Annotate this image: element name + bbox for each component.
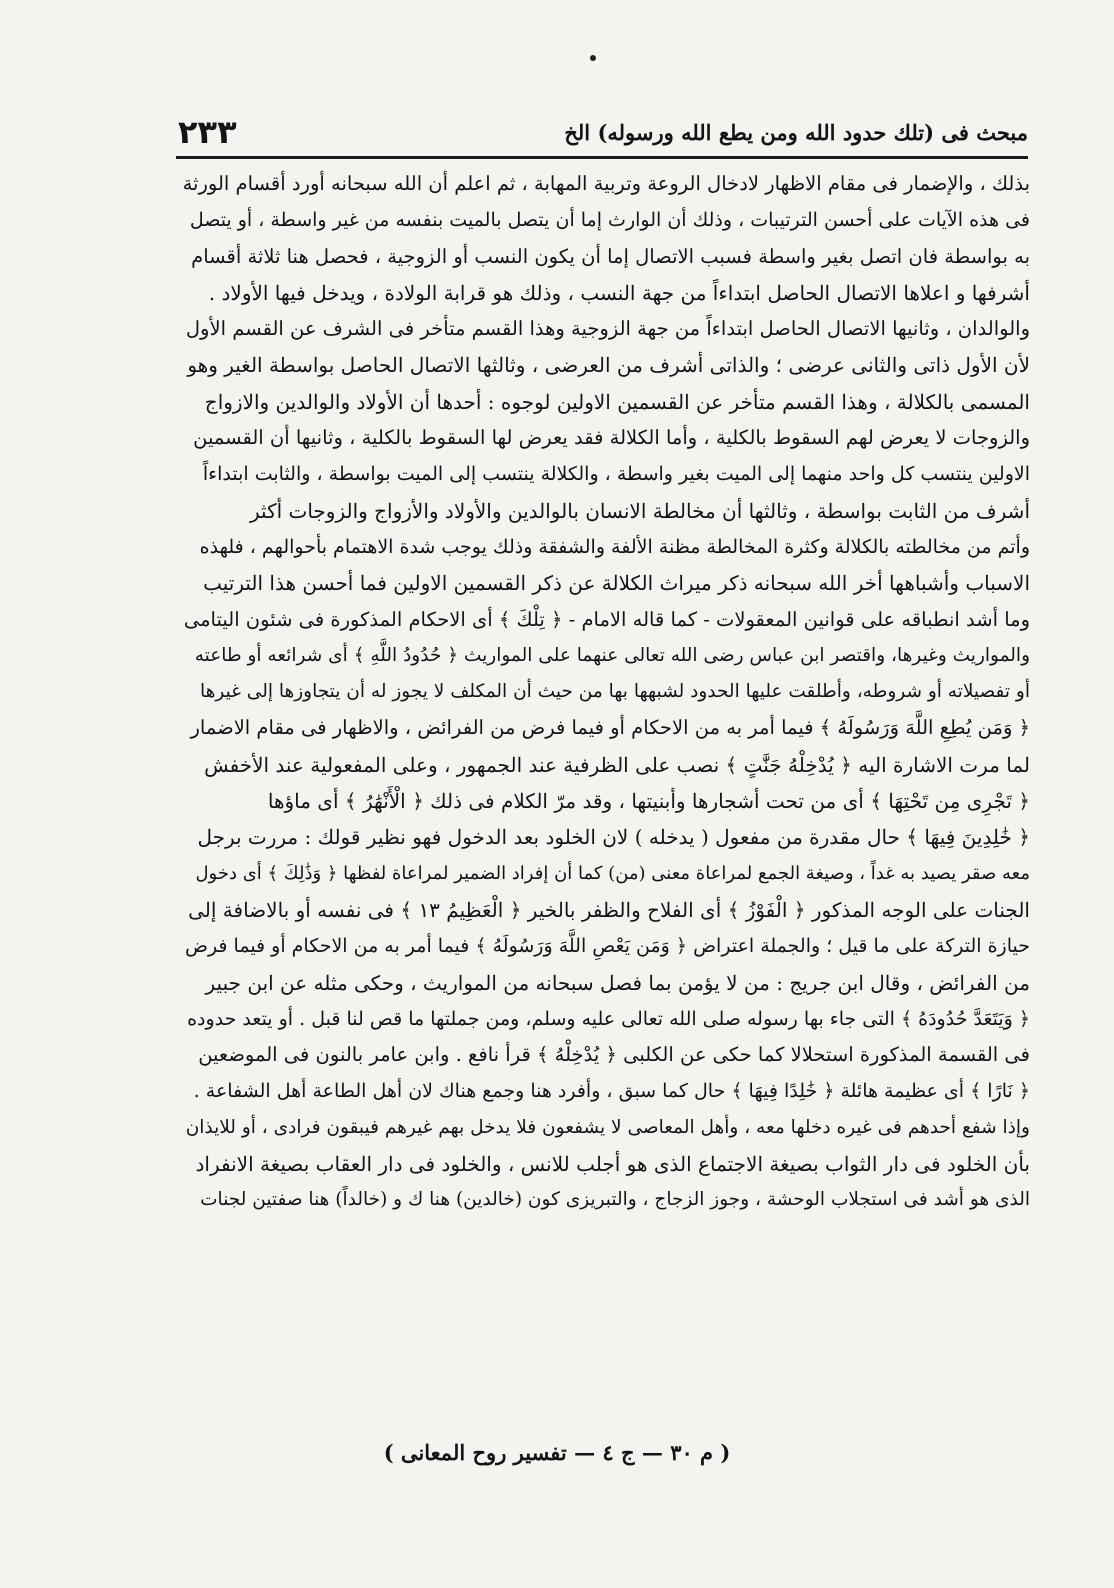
text-line: والمواريث وغيرها، واقتصر ابن عباس رضى الله تعالى عنهما على المواريث ﴿ حُدُودُ اللَّهِ ﴾ أى شرائعه أو طاعته xyxy=(194,644,1030,666)
text-line: وإذا شفع أحدهم فى غيره دخلها معه ، وأهل المعاصى لا يشفعون فلا يدخل بهم غيرهم فيبقون فرادى ، أو للايذان xyxy=(185,1116,1030,1138)
text-line: معه صقر يصيد به غداً ، وصيغة الجمع لمراعاة معنى (من) كما أن إفراد الضمير لمراعاة لفظها ﴿ وَذَٰلِكَ ﴾ أى دخول xyxy=(195,862,1030,884)
text-line: لأن الأول ذاتى والثانى عرضى ؛ والذاتى أشرف من العرضى ، وثالثها الاتصال الحاصل بواسطة الغير وهو xyxy=(187,353,1030,378)
text-line: ﴿ تَجْرِى مِن تَحْتِهَا ﴾ أى من تحت أشجارها وأبنيتها ، وقد مرّ الكلام فى ذلك ﴿ الْأَنْهَٰرُ ﴾ أى ماؤها xyxy=(267,789,1030,814)
text-line: أو تفصيلاته أو شروطه، وأطلقت عليها الحدود لشبهها بها من حيث أن المكلف لا يجوز له أن يتجاوزها إلى غيرها xyxy=(200,681,1030,703)
footer-signature: ( م ٣٠ — ج ٤ — تفسير روح المعانى ) xyxy=(383,1440,731,1465)
text-line: لما مرت الاشارة اليه ﴿ يُدْخِلْهُ جَنَّٰتٍ ﴾ نصب على الظرفية عند الجمهور ، وعلى المفعولية عند الأخفش xyxy=(204,752,1030,777)
text-line: ﴿ وَمَن يُطِعِ اللَّهَ وَرَسُولَهُ ﴾ فيما أمر به من الاحكام أو فيما فرض من الفرائض ، والاظهار فى مقام الاضمار xyxy=(190,716,1030,740)
text-line: الجنات على الوجه المذكور ﴿ الْفَوْزُ ﴾ أى الفلاح والظفر بالخير ﴿ الْعَظِيمُ ١٣ ﴾ فى نفسه أو بالاضافة إلى xyxy=(188,897,1030,922)
text-line: الاولين ينتسب كل واحد منهما إلى الميت بغير واسطة ، والكلالة ينتسب إلى الميت بواسطة ، والثابت ابتداءاً xyxy=(202,463,1030,486)
text-line: ﴿ خَٰلِدِينَ فِيهَا ﴾ حال مقدرة من مفعول ( يدخله ) لان الخلود بعد الدخول فهو نظير قولك : مررت برجل xyxy=(197,825,1030,850)
text-line: من الفرائض ، وقال ابن جريج : من لا يؤمن بما فصل سبحانه من المواريث ، وحكى مثله عن ابن جبير xyxy=(205,970,1030,995)
text-line: الاسباب وأشباهها أخر الله سبحانه ذكر ميراث الكلالة عن ذكر القسمين الاولين فما أحسن هذا الترتيب xyxy=(203,571,1030,596)
page-number: ٢٣٣ xyxy=(178,113,237,151)
text-line: فى القسمة المذكورة استحلالا كما حكى عن الكلبى ﴿ يُدْخِلْهُ ﴾ قرأ نافع . وابن عامر بالنون فى الموضعين xyxy=(198,1043,1030,1067)
text-line: والزوجات لا يعرض لهم السقوط بالكلية ، وأما الكلالة فقد يعرض لها السقوط بالكلية ، وثانيها أن القسمين xyxy=(193,426,1030,450)
text-line: المسمى بالكلالة ، وهذا القسم متأخر عن القسمين الاولين لوجوه : أحدها أن الأولاد والوالدين والازواج xyxy=(204,389,1030,414)
text-line: حيازة التركة على ما قيل ؛ والجملة اعتراض ﴿ وَمَن يَعْصِ اللَّهَ وَرَسُولَهُ ﴾ فيما أمر به من الاحكام أو فيما فرض xyxy=(184,935,1030,958)
page-header xyxy=(178,112,1028,152)
text-line: ﴿ نَارًا ﴾ أى عظيمة هائلة ﴿ خَٰلِدًا فِيهَا ﴾ حال كما سبق ، وأفرد هنا وجمع هناك لان أهل الطاعة أهل الشفاعة . xyxy=(193,1080,1030,1103)
text-line: بذلك ، والإضمار فى مقام الاظهار لادخال الروعة وتربية المهابة ، ثم اعلم أن الله سبحانه أورد أقسام الورثة xyxy=(182,172,1030,195)
text-line: أشرفها و اعلاها الاتصال الحاصل ابتداءاً من جهة النسب ، وذلك هو قرابة الولادة ، ويدخل فيها الأولاد . xyxy=(208,280,1030,305)
running-title: مبحث فى (تلك حدود الله ومن يطع الله ورسوله) الخ xyxy=(564,119,1028,145)
ink-dot xyxy=(590,55,596,61)
text-line: وأتم من مخالطته بالكلالة وكثرة المخالطة مظنة الألفة والشفقة وذلك يوجب شدة الاهتمام بأحوالهم ، فلهذه xyxy=(199,535,1030,558)
text-line: وما أشد انطباقه على قوانين المعقولات - كما قاله الامام - ﴿ تِلْكَ ﴾ أى الاحكام المذكورة فى شئون اليتامى xyxy=(183,607,1030,631)
body-text xyxy=(182,166,1030,1219)
text-line: الذى هو أشد فى استجلاب الوحشة ، وجوز الزجاج ، والتبريزى كون (خالدين) هنا ك و (خالداً) هنا صفتين لجنات xyxy=(200,1189,1030,1211)
text-line: والوالدان ، وثانيها الاتصال الحاصل ابتداءاً من جهة الزوجية وهذا القسم متأخر فى الشرف عن القسم الأول xyxy=(185,317,1030,341)
header-rule xyxy=(176,156,1028,159)
text-line: بأن الخلود فى دار الثواب بصيغة الاجتماع الذى هو أجلب للانس ، والخلود فى دار العقاب بصيغة الانفراد xyxy=(195,1152,1030,1177)
text-line: فى هذه الآيات على أحسن الترتيبات ، وذلك أن الوارث إما أن يتصل بالميت بنفسه من غير واسطة ، أو يتصل xyxy=(189,209,1030,232)
text-line: ﴿ وَيَتَعَدَّ حُدُودَهُ ﴾ التى جاء بها رسوله صلى الله تعالى عليه وسلم، ومن جملتها ما قص لنا قبل . أو يتعد حدوده xyxy=(187,1007,1030,1030)
text-line: به بواسطة فان اتصل بغير واسطة فسبب الاتصال إما أن يكون النسب أو الزوجية ، فحصل هنا ثلاثة أقسام xyxy=(191,244,1030,268)
text-line: أشرف من الثابت بواسطة ، وثالثها أن مخالطة الانسان بالوالدين والأولاد والأزواج والزوجات أكثر xyxy=(250,498,1030,523)
